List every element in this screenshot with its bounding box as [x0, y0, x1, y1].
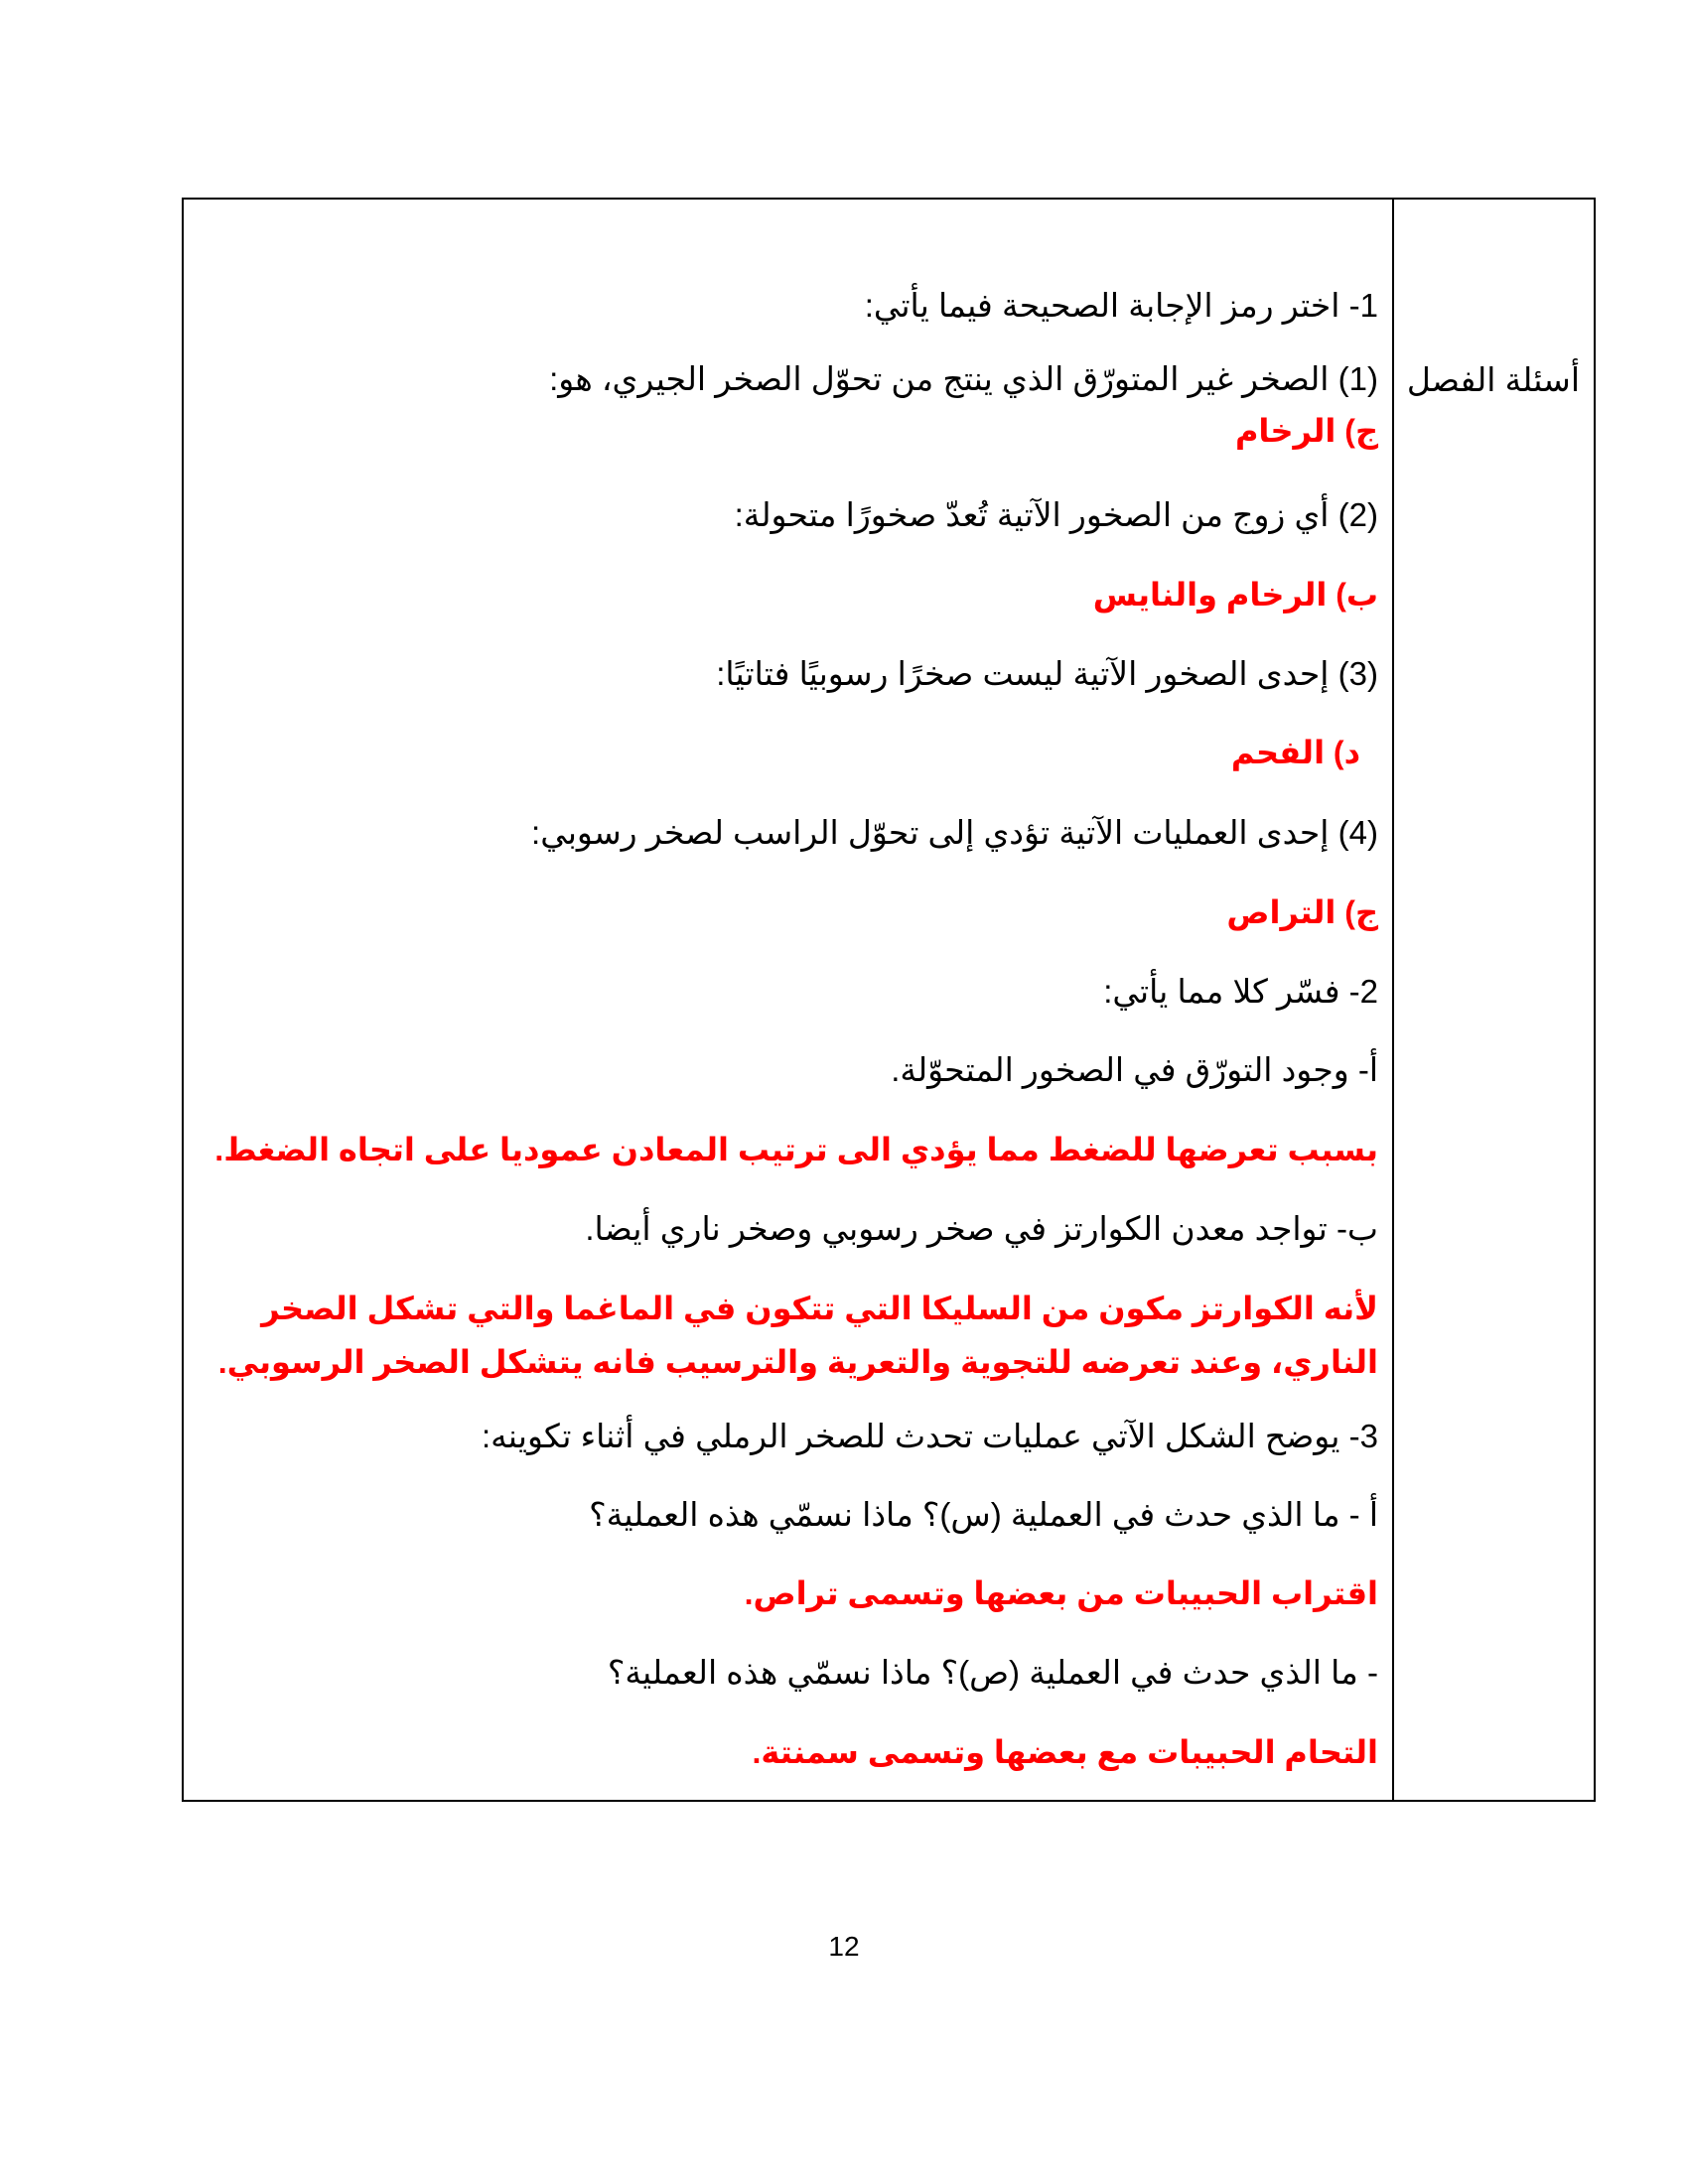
q3-intro: 3- يوضح الشكل الآتي عمليات تحدث للصخر الرملي في أثناء تكوينه: [481, 1418, 1378, 1454]
q1-item1-question: (1) الصخر غير المتورّق الذي ينتج من تحوّل الصخر الجيري، هو: [549, 360, 1378, 397]
section-label: أسئلة الفصل [1406, 361, 1580, 398]
q1-item4-answer: ج) التراص [1226, 894, 1378, 930]
q2-item1-question: أ- وجود التورّق في الصخور المتحوّلة. [891, 1051, 1378, 1088]
q1-intro: 1- اختر رمز الإجابة الصحيحة فيما يأتي: [864, 287, 1378, 324]
q3-item2-question: - ما الذي حدث في العملية (ص)؟ ماذا نسمّي هذه العملية؟ [607, 1654, 1378, 1691]
questions-content [184, 200, 1392, 1800]
q3-item1-question: أ - ما الذي حدث في العملية (س)؟ ماذا نسمّي هذه العملية؟ [589, 1496, 1378, 1533]
q2-item2-question: ب- تواجد معدن الكوارتز في صخر رسوبي وصخر ناري أيضا. [585, 1210, 1378, 1247]
q1-item3-question: (3) إحدى الصخور الآتية ليست صخرًا رسوبيًا فتاتيًا: [716, 655, 1378, 692]
page-number: 12 [828, 1931, 860, 1962]
q3-item1-answer: اقتراب الحبيبات من بعضها وتسمى تراص. [744, 1575, 1378, 1611]
questions-table [182, 198, 1596, 1802]
q2-intro: 2- فسّر كلا مما يأتي: [1103, 973, 1378, 1010]
q1-item2-answer: ب) الرخام والنايس [1092, 577, 1378, 613]
q1-item2-question: (2) أي زوج من الصخور الآتية تُعدّ صخورًا متحولة: [734, 496, 1378, 533]
q1-item3-answer: د) الفحم [1230, 735, 1360, 770]
q1-item4-question: (4) إحدى العمليات الآتية تؤدي إلى تحوّل الراسب لصخر رسوبي: [531, 814, 1378, 851]
q2-item1-answer: بسبب تعرضها للضغط مما يؤدي الى ترتيب المعادن عموديا على اتجاه الضغط. [214, 1132, 1378, 1167]
q3-item2-answer: التحام الحبيبات مع بعضها وتسمى سمنتة. [752, 1734, 1378, 1770]
q2-item2-answer: لأنه الكوارتز مكون من السليكا التي تتكون في الماغما والتي تشكل الصخر الناري، وعند تعرضه للتجوية والتعرية والترسيب فانه يتشكل الصخر الرسوبي. [217, 1291, 1378, 1380]
column-divider [1392, 200, 1394, 1800]
q1-item1-answer: ج) الرخام [1234, 413, 1378, 449]
